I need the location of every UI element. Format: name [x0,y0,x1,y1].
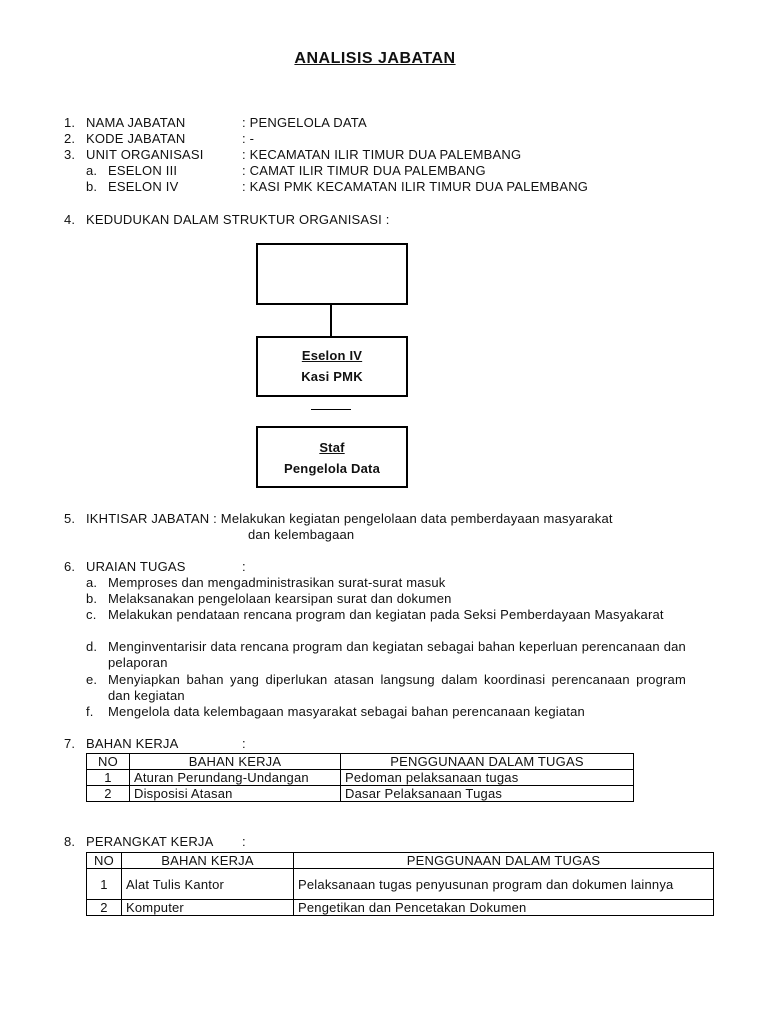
section5-cont: dan kelembagaan [248,527,355,542]
cell-penggunaan: Pelaksanaan tugas penyusunan program dan dokumen lainnya [294,869,714,900]
cell-penggunaan: Pedoman pelaksanaan tugas [341,770,634,786]
section8-num: 8. [64,834,76,849]
identity-2-value: : - [242,131,255,146]
table-row [87,786,634,802]
identity-3-label: UNIT ORGANISASI [86,147,204,162]
task-f-letter: f. [86,704,94,719]
cell-bahan: Disposisi Atasan [130,786,341,802]
cell-no: 1 [87,869,122,900]
identity-3a-letter: a. [86,163,98,178]
org-box-staf [256,426,408,488]
table-row [87,869,714,900]
org-pengelola-label: Pengelola Data [284,461,380,476]
task-f-text: Mengelola data kelembagaan masyarakat sebagai bahan perencanaan kegiatan [108,704,585,719]
cell-penggunaan: Pengetikan dan Pencetakan Dokumen [294,900,714,916]
cell-bahan: Komputer [122,900,294,916]
section7-label: BAHAN KERJA [86,736,179,751]
identity-1-num: 1. [64,115,76,130]
section5-label: IKHTISAR JABATAN : Melakukan kegiatan pengelolaan data pemberdayaan masyarakat [86,511,613,526]
col-header-no: NO [87,853,122,869]
col-header-penggunaan: PENGGUNAAN DALAM TUGAS [341,754,634,770]
identity-3b-value: : KASI PMK KECAMATAN ILIR TIMUR DUA PALEMBANG [242,179,589,194]
section4-num: 4. [64,212,76,227]
col-header-no: NO [87,754,130,770]
section5-num: 5. [64,511,76,526]
section7-num: 7. [64,736,76,751]
section7-colon: : [242,736,246,751]
task-b-letter: b. [86,591,98,606]
col-header-penggunaan: PENGGUNAAN DALAM TUGAS [294,853,714,869]
identity-1-value: : PENGELOLA DATA [242,115,367,130]
org-eselon-label: Eselon IV [301,348,363,363]
task-d-letter: d. [86,639,98,654]
section8-label: PERANGKAT KERJA [86,834,214,849]
task-c-text: Melakukan pendataan rencana program dan kegiatan pada Seksi Pemberdayaan Masyakarat [108,607,664,622]
cell-bahan: Aturan Perundang-Undangan [130,770,341,786]
org-box-top [256,243,408,305]
cell-penggunaan: Dasar Pelaksanaan Tugas [341,786,634,802]
bahan-kerja-table [86,753,634,802]
table-row [87,900,714,916]
org-connector-line [330,305,332,336]
section6-label: URAIAN TUGAS [86,559,186,574]
task-e-text: Menyiapkan bahan yang diperlukan atasan langsung dalam koordinasi perencanaan program dan kegiatan [108,672,686,703]
cell-no: 2 [87,900,122,916]
identity-3-num: 3. [64,147,76,162]
org-dash-line [311,409,351,410]
org-kasi-label: Kasi PMK [301,369,363,384]
task-e-letter: e. [86,672,98,687]
col-header-bahan: BAHAN KERJA [130,754,341,770]
col-header-bahan: BAHAN KERJA [122,853,294,869]
cell-no: 2 [87,786,130,802]
org-box-eselon-iv [256,336,408,397]
identity-3b-letter: b. [86,179,98,194]
identity-3-value: : KECAMATAN ILIR TIMUR DUA PALEMBANG [242,147,522,162]
task-a-letter: a. [86,575,98,590]
identity-3b-label: ESELON IV [108,179,179,194]
task-b-text: Melaksanakan pengelolaan kearsipan surat dan dokumen [108,591,452,606]
org-staf-label: Staf [319,440,345,455]
identity-1-label: NAMA JABATAN [86,115,186,130]
cell-no: 1 [87,770,130,786]
section6-colon: : [242,559,246,574]
identity-2-num: 2. [64,131,76,146]
identity-3a-label: ESELON III [108,163,178,178]
task-a-text: Memproses dan mengadministrasikan surat-surat masuk [108,575,446,590]
section6-num: 6. [64,559,76,574]
identity-3a-value: : CAMAT ILIR TIMUR DUA PALEMBANG [242,163,486,178]
task-c-letter: c. [86,607,97,622]
task-d-text: Menginventarisir data rencana program dan kegiatan sebagai bahan keperluan perencanaan dan pelaporan [108,639,686,670]
table-header-row [87,754,634,770]
cell-bahan: Alat Tulis Kantor [122,869,294,900]
table-row [87,770,634,786]
identity-2-label: KODE JABATAN [86,131,186,146]
table-header-row [87,853,714,869]
section8-colon: : [242,834,246,849]
section4-label: KEDUDUKAN DALAM STRUKTUR ORGANISASI : [86,212,390,227]
perangkat-kerja-table [86,852,714,916]
page-title: ANALISIS JABATAN [294,50,456,67]
